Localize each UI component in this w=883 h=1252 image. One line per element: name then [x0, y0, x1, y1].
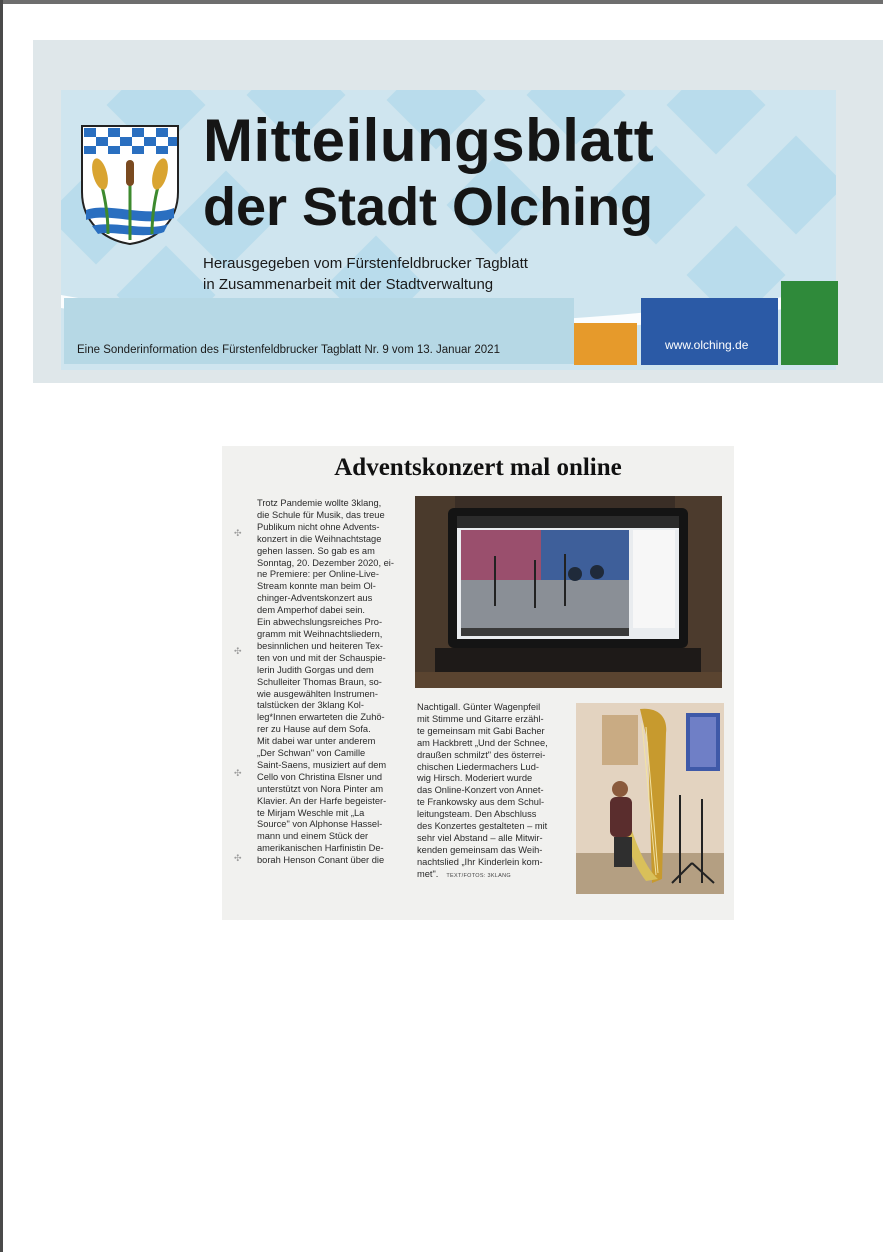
masthead-footer-text: Eine Sonderinformation des Fürstenfeldbrucker Tagblatt Nr. 9 vom 13. Januar 2021 — [77, 344, 500, 356]
text-line: chischen Liedermachers Lud- — [417, 761, 539, 772]
text-line: Sonntag, 20. Dezember 2020, ei- — [257, 557, 394, 568]
scan-mark: ✣ — [234, 528, 242, 538]
text-line: Stream konnte man beim Ol- — [257, 581, 376, 592]
masthead-subtitle-line2: in Zusammenarbeit mit der Stadtverwaltung — [203, 276, 494, 293]
photo-harpist — [576, 703, 724, 894]
text-line: konzert in die Weihnachtstage — [257, 533, 382, 544]
scan-mark: ✣ — [234, 853, 242, 863]
text-line: chinger-Adventskonzert aus — [257, 593, 373, 604]
text-line: ne Premiere: per Online-Live- — [257, 569, 379, 580]
text-line: Saint-Saens, musiziert auf dem — [257, 759, 387, 770]
text-line: wie ausgewählten Instrumen- — [257, 688, 378, 699]
text-line: met". — [417, 868, 439, 879]
text-line: die Schule für Musik, das treue — [257, 509, 385, 520]
article-column-middle — [417, 702, 566, 883]
text-line: leitungsteam. Den Abschluss — [417, 809, 537, 820]
text-line: des Konzertes gestalteten – mit — [417, 821, 548, 832]
text-line: sehr viel Abstand – alle Mitwir- — [417, 832, 543, 843]
text-line: dem Amperhof dabei sein. — [257, 605, 366, 616]
color-block-orange — [574, 323, 637, 365]
scan-mark: ✣ — [234, 646, 242, 656]
text-line: das Online-Konzert von Annet- — [417, 785, 544, 796]
masthead-title-line2: der Stadt Olching — [203, 177, 654, 237]
website-link[interactable]: www.olching.de — [665, 338, 749, 352]
text-line: amerikanischen Harfinistin De- — [257, 843, 384, 854]
article-headline: Adventskonzert mal online — [334, 454, 622, 481]
text-line: mit Stimme und Gitarre erzähl- — [417, 713, 544, 724]
text-line: te Frankowsky aus dem Schul- — [417, 797, 545, 808]
coat-of-arms-icon — [78, 122, 182, 246]
scan-mark: ✣ — [234, 768, 242, 778]
text-line: Ein abwechslungsreiches Pro- — [257, 617, 383, 628]
text-line: Trotz Pandemie wollte 3klang, — [257, 498, 382, 508]
text-line: „Der Schwan" von Camille — [257, 748, 366, 759]
masthead-title: Mitteilungsblatt — [203, 107, 655, 174]
text-line: Nachtigall. Günter Wagenpfeil — [417, 702, 541, 712]
scan-edge-left — [0, 0, 3, 1252]
text-line: gramm mit Weihnachtsliedern, — [257, 628, 383, 639]
text-line: kenden gemeinsam das Weih- — [417, 844, 543, 855]
color-block-blue — [641, 298, 778, 365]
text-line: draußen schmilzt" des österrei- — [417, 749, 546, 760]
article — [222, 446, 734, 920]
masthead-subtitle: Herausgegeben vom Fürstenfeldbrucker Tagblatt — [203, 255, 528, 272]
text-line: wig Hirsch. Moderiert wurde — [417, 773, 533, 784]
text-line: Cello von Christina Elsner und — [257, 771, 383, 782]
scan-edge-top — [0, 0, 883, 4]
color-block-green — [781, 281, 838, 365]
text-line: leg*Innen erwarteten die Zuhö- — [257, 712, 385, 723]
text-line: gehen lassen. So gab es am — [257, 545, 375, 556]
text-line-last — [417, 869, 566, 883]
text-line: borah Henson Conant über die — [257, 855, 385, 866]
text-line: talstücken der 3klang Kol- — [257, 700, 364, 711]
text-line: Mit dabei war unter anderem — [257, 736, 376, 747]
text-line: am Hackbrett „Und der Schnee, — [417, 737, 548, 748]
photo-laptop-livestream — [415, 496, 722, 688]
text-line: besinnlichen und heiteren Tex- — [257, 640, 383, 651]
text-line: te gemeinsam mit Gabi Bacher — [417, 725, 545, 736]
text-line: Schulleiter Thomas Braun, so- — [257, 676, 382, 687]
text-line: te Mirjam Weschle mit „La — [257, 807, 365, 818]
text-line: Publikum nicht ohne Advents- — [257, 521, 380, 532]
text-line: unterstützt von Nora Pinter am — [257, 783, 384, 794]
text-line: ten von und mit der Schauspie- — [257, 652, 386, 663]
masthead — [33, 40, 883, 383]
article-column-left — [257, 498, 407, 867]
text-line: Source" von Alphonse Hassel- — [257, 819, 383, 830]
text-line: lerin Judith Gorgas und dem — [257, 664, 374, 675]
photo-credit: TEXT/FOTOS: 3KLANG — [446, 872, 511, 879]
text-line: nachtslied „Ihr Kinderlein kom- — [417, 856, 543, 867]
text-line: Klavier. An der Harfe begeister- — [257, 795, 387, 806]
text-line: rer zu Hause auf dem Sofa. — [257, 724, 371, 735]
text-line: mann und einem Stück der — [257, 831, 369, 842]
